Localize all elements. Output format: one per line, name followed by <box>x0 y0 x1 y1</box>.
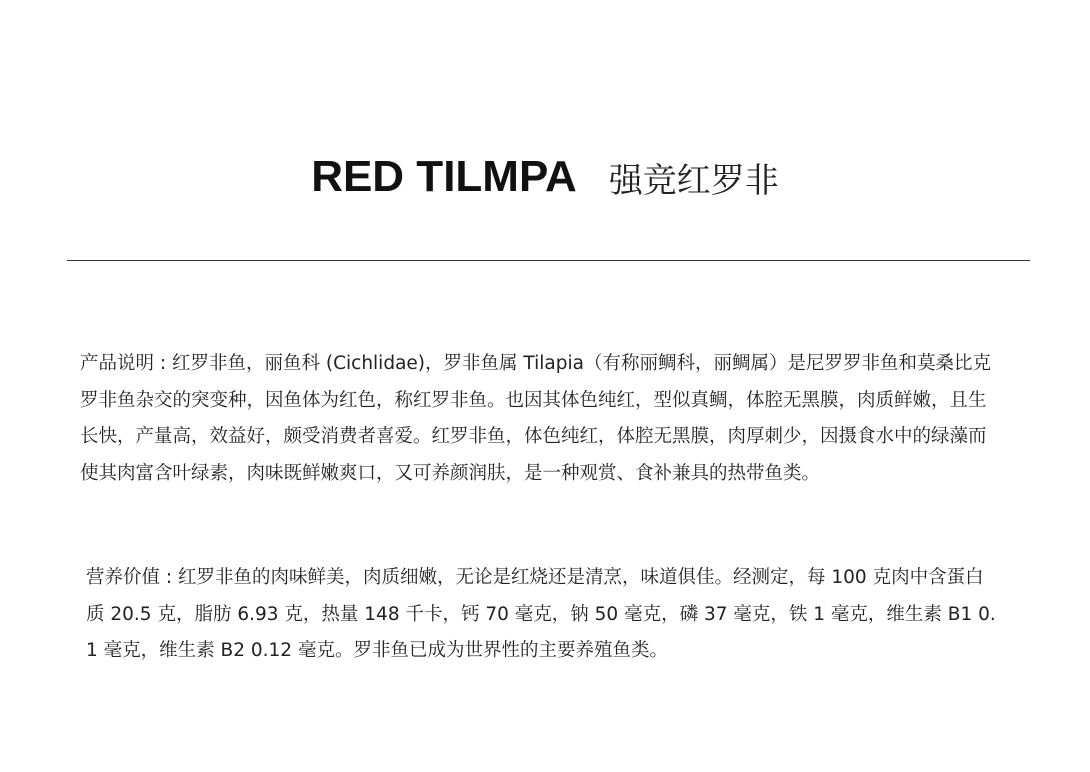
product-description: 产品说明 : 红罗非鱼，丽鱼科 (Cichlidae)，罗非鱼属 Tilapia（有称丽鲷科，丽鲷属）是尼罗罗非鱼和莫桑比克罗非鱼杂交的突变种，因鱼体为红色，称红罗非鱼。也因其体色纯红，型似真鲷，体腔无黑膜，肉质鲜嫩，且生长快，产量高，效益好，颇受消费者喜爱。红罗非鱼，体色纯红，体腔无黑膜，肉厚刺少，因摄食水中的绿藻而使其肉富含叶绿素，肉味既鲜嫩爽口，又可养颜润肤，是一种观赏、食补兼具的热带鱼类。 <box>80 353 991 484</box>
title-english: RED TILMPA <box>311 152 577 201</box>
page-title <box>0 152 1090 202</box>
title-divider <box>67 260 1030 261</box>
title-chinese: 强竞红罗非 <box>608 160 779 201</box>
nutrition-value: 营养价值 : 红罗非鱼的肉味鲜美，肉质细嫩，无论是红烧还是清烹，味道俱佳。经测定，每 100 克肉中含蛋白质 20.5 克，脂肪 6.93 克，热量 148 千卡，钙 70 毫克，钠 50 毫克，磷 37 毫克，铁 1 毫克，维生素 B1 0.1 毫克，维生素 B2 0.12 毫克。罗非鱼已成为世界性的主要养殖鱼类。 <box>86 567 996 661</box>
